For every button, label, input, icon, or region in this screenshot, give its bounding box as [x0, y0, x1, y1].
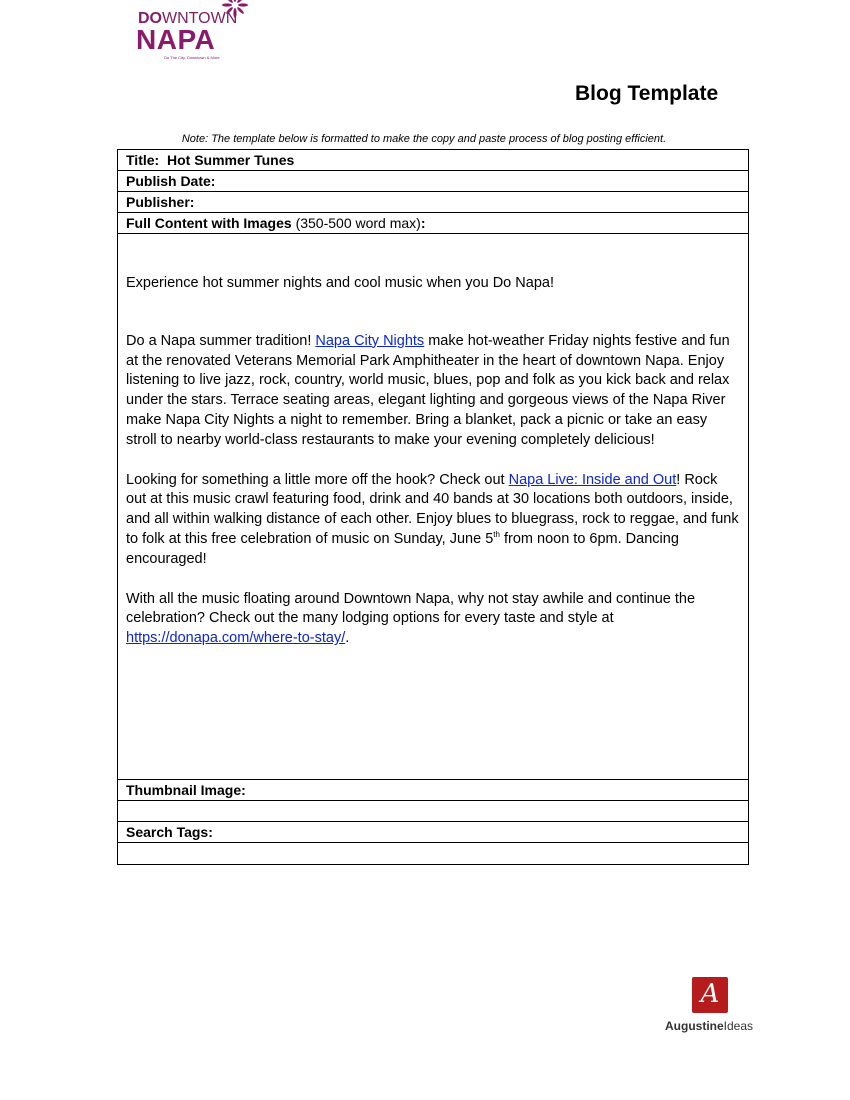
search-tags-row: [118, 822, 748, 843]
logo-napa: NAPA: [136, 24, 216, 55]
augustine-ideas-logo: [665, 977, 760, 1037]
augustine-a-icon: A: [692, 977, 728, 1013]
intro-paragraph: Experience hot summer nights and cool music when you Do Napa!: [126, 275, 554, 291]
publisher-label: Publisher:: [126, 194, 195, 210]
search-tags-value-row: [118, 843, 748, 864]
paragraph-napa-live: Looking for something a little more off the hook? Check out Napa Live: Inside and Out! Rock out at this music crawl featuring food, drink and 40 bands at 30 locations both outdoors, inside, and all within walking distance of each other. Enjoy blues to bluegrass, rock to reggae, and funk to folk at this free celebration of music on Sunday, June 5th from noon to 6pm. Dancing encouraged!: [126, 471, 739, 567]
full-content-note: (350-500 word max): [295, 215, 421, 231]
napa-live-link[interactable]: Napa Live: Inside and Out: [508, 471, 677, 488]
template-note: Note: The template below is formatted to make the copy and paste process of blog posting efficient.: [181, 133, 667, 145]
title-value: Hot Summer Tunes: [166, 152, 295, 168]
where-to-stay-link[interactable]: https://donapa.com/where-to-stay/: [126, 630, 346, 647]
publish-date-label: Publish Date:: [126, 173, 216, 189]
logo-tagline: Do The City, Downtown & More: [164, 55, 220, 60]
title-row: [118, 150, 748, 171]
full-content-label: Full Content with Images: [126, 215, 292, 231]
napa-city-nights-link[interactable]: Napa City Nights: [315, 332, 425, 349]
paragraph-lodging: With all the music floating around Downtown Napa, why not stay awhile and continue the celebration? Check out the many lodging options for every taste and style at https://donapa.com/where-to-stay/.: [126, 590, 696, 647]
search-tags-label: Search Tags:: [126, 824, 213, 840]
blog-template-table: [117, 149, 749, 865]
document-title: Blog Template: [575, 82, 719, 105]
thumbnail-row: [118, 780, 748, 801]
augustine-ideas-wordmark: AugustineIdeas: [665, 1019, 754, 1033]
full-content-row: Full Content with Images (350-500 word max):: [118, 213, 748, 234]
publisher-row: [118, 192, 748, 213]
publish-date-row: [118, 171, 748, 192]
downtown-napa-logo: [136, 0, 256, 64]
thumbnail-value-row: [118, 801, 748, 822]
full-content-cell: [118, 234, 748, 780]
thumbnail-label: Thumbnail Image:: [126, 782, 246, 798]
title-label: Title:: [126, 152, 160, 168]
logo-downtown: DOWNTOWN: [138, 10, 238, 27]
paragraph-city-nights: Do a Napa summer tradition! Napa City Nights make hot-weather Friday nights festive and fun at the renovated Veterans Memorial Park Amphitheater in the heart of downtown Napa. Enjoy listening to live jazz, rock, country, world music, blues, pop and folk as you kick back and relax under the stars. Terrace seating areas, elegant lighting and gorgeous views of the Napa River make Napa City Nights a night to remember. Bring a blanket, pack a picnic or take an easy stroll to nearby world-class restaurants to make your evening completely delicious!: [126, 332, 730, 448]
